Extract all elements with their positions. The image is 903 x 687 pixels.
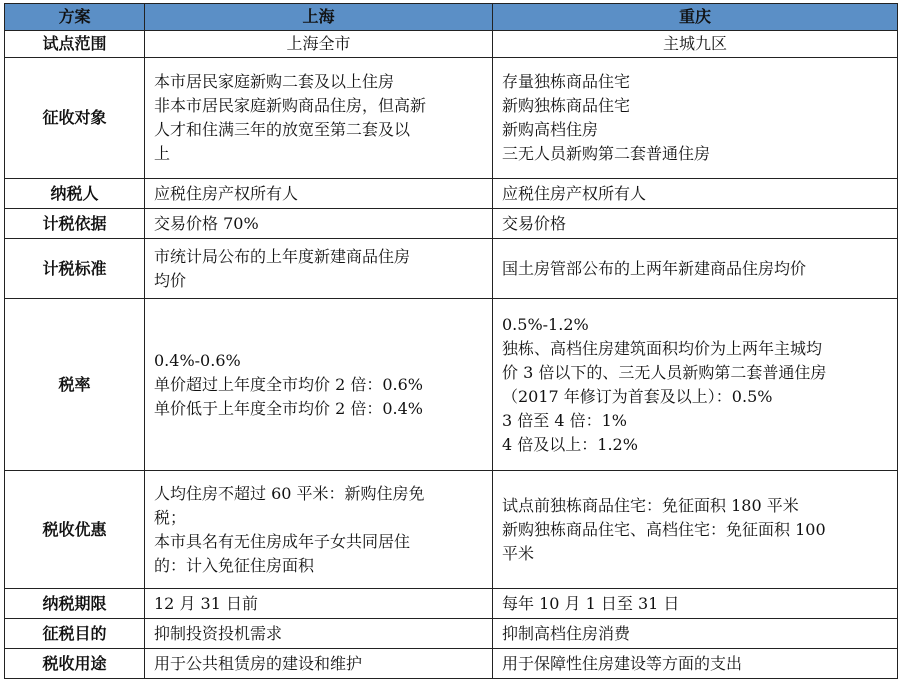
header-chongqing: 重庆 bbox=[493, 4, 898, 31]
cell-line: 平米 bbox=[502, 543, 535, 563]
row-label: 征税目的 bbox=[5, 619, 145, 649]
table-row bbox=[5, 31, 898, 58]
cell-line: 应税住房产权所有人 bbox=[502, 183, 647, 203]
chongqing-cell bbox=[493, 31, 898, 58]
header-plan: 方案 bbox=[5, 4, 145, 31]
chongqing-cell bbox=[493, 649, 898, 679]
chongqing-cell bbox=[493, 209, 898, 239]
cell-line: 存量独栋商品住宅 bbox=[502, 72, 631, 91]
shanghai-cell bbox=[145, 299, 493, 471]
shanghai-cell bbox=[145, 619, 493, 649]
cell-line: 交易价格 bbox=[502, 213, 567, 233]
row-label: 试点范围 bbox=[5, 31, 145, 58]
table-row bbox=[5, 58, 898, 179]
cell-line: 新购独栋商品住宅、高档住宅：免征面积 100 bbox=[502, 519, 826, 539]
table-row bbox=[5, 619, 898, 649]
cell-line: 独栋、高档住房建筑面积均价为上两年主城均 bbox=[502, 338, 823, 358]
cell-line: 三无人员新购第二套普通住房 bbox=[502, 144, 711, 163]
shanghai-cell bbox=[145, 471, 493, 589]
header-row bbox=[5, 4, 898, 31]
cell-line: 新购高档住房 bbox=[502, 120, 599, 139]
cell-line: 价 3 倍以下的、三无人员新购第二套普通住房 bbox=[502, 362, 827, 382]
table-row bbox=[5, 209, 898, 239]
table-row bbox=[5, 649, 898, 679]
table-row bbox=[5, 299, 898, 471]
cell-line: 用于保障性住房建设等方面的支出 bbox=[502, 653, 743, 673]
row-label: 纳税人 bbox=[5, 179, 145, 209]
chongqing-cell bbox=[493, 239, 898, 299]
chongqing-cell bbox=[493, 471, 898, 589]
table-row bbox=[5, 589, 898, 619]
row-label: 税收优惠 bbox=[5, 471, 145, 589]
cell-line: 抑制高档住房消费 bbox=[502, 623, 631, 643]
cell-line: 国土房管部公布的上两年新建商品住房均价 bbox=[502, 258, 807, 278]
cell-line: 用于公共租赁房的建设和维护 bbox=[154, 653, 363, 673]
table-row bbox=[5, 179, 898, 209]
cell-line: 均价 bbox=[154, 270, 187, 290]
cell-line: （2017 年修订为首套及以上）：0.5% bbox=[502, 386, 773, 406]
comparison-table bbox=[4, 3, 898, 679]
row-label: 征收对象 bbox=[5, 58, 145, 179]
shanghai-cell bbox=[145, 649, 493, 679]
shanghai-cell bbox=[145, 58, 493, 179]
shanghai-cell bbox=[145, 589, 493, 619]
chongqing-cell bbox=[493, 299, 898, 471]
cell-line: 单价超过上年度全市均价 2 倍：0.6% bbox=[154, 374, 424, 394]
table-row bbox=[5, 471, 898, 589]
cell-line: 上 bbox=[154, 144, 171, 163]
cell-line: 人均住房不超过 60 平米：新购住房免 bbox=[154, 483, 425, 503]
cell-line: 12 月 31 日前 bbox=[154, 593, 258, 613]
shanghai-cell bbox=[145, 209, 493, 239]
cell-line: 主城九区 bbox=[662, 34, 727, 53]
cell-line: 交易价格 70% bbox=[154, 213, 259, 233]
cell-line: 本市居民家庭新购二套及以上住房 bbox=[154, 72, 395, 91]
chongqing-cell bbox=[493, 589, 898, 619]
cell-line: 非本市居民家庭新购商品住房，但高新 bbox=[154, 96, 427, 115]
row-label: 税率 bbox=[5, 299, 145, 471]
cell-line: 4 倍及以上：1.2% bbox=[502, 434, 638, 454]
shanghai-cell bbox=[145, 179, 493, 209]
chongqing-cell bbox=[493, 619, 898, 649]
cell-line: 新购独栋商品住宅 bbox=[502, 96, 631, 115]
table-row bbox=[5, 239, 898, 299]
row-label: 税收用途 bbox=[5, 649, 145, 679]
row-label: 计税依据 bbox=[5, 209, 145, 239]
cell-line: 试点前独栋商品住宅：免征面积 180 平米 bbox=[502, 495, 799, 515]
row-label: 纳税期限 bbox=[5, 589, 145, 619]
chongqing-cell bbox=[493, 179, 898, 209]
cell-line: 0.4%-0.6% bbox=[154, 350, 241, 370]
cell-line: 每年 10 月 1 日至 31 日 bbox=[502, 593, 680, 613]
cell-line: 的：计入免征住房面积 bbox=[154, 555, 315, 575]
cell-line: 税； bbox=[154, 507, 187, 527]
cell-line: 人才和住满三年的放宽至第二套及以 bbox=[154, 120, 411, 139]
row-label: 计税标准 bbox=[5, 239, 145, 299]
shanghai-cell bbox=[145, 239, 493, 299]
cell-line: 市统计局公布的上年度新建商品住房 bbox=[154, 246, 411, 266]
cell-line: 3 倍至 4 倍：1% bbox=[502, 410, 628, 430]
cell-line: 0.5%-1.2% bbox=[502, 314, 589, 334]
shanghai-cell bbox=[145, 31, 493, 58]
cell-line: 单价低于上年度全市均价 2 倍：0.4% bbox=[154, 398, 424, 418]
chongqing-cell bbox=[493, 58, 898, 179]
header-shanghai: 上海 bbox=[145, 4, 493, 31]
cell-line: 上海全市 bbox=[286, 34, 351, 53]
cell-line: 本市具名有无住房成年子女共同居住 bbox=[154, 531, 411, 551]
cell-line: 应税住房产权所有人 bbox=[154, 183, 299, 203]
cell-line: 抑制投资投机需求 bbox=[154, 623, 283, 643]
